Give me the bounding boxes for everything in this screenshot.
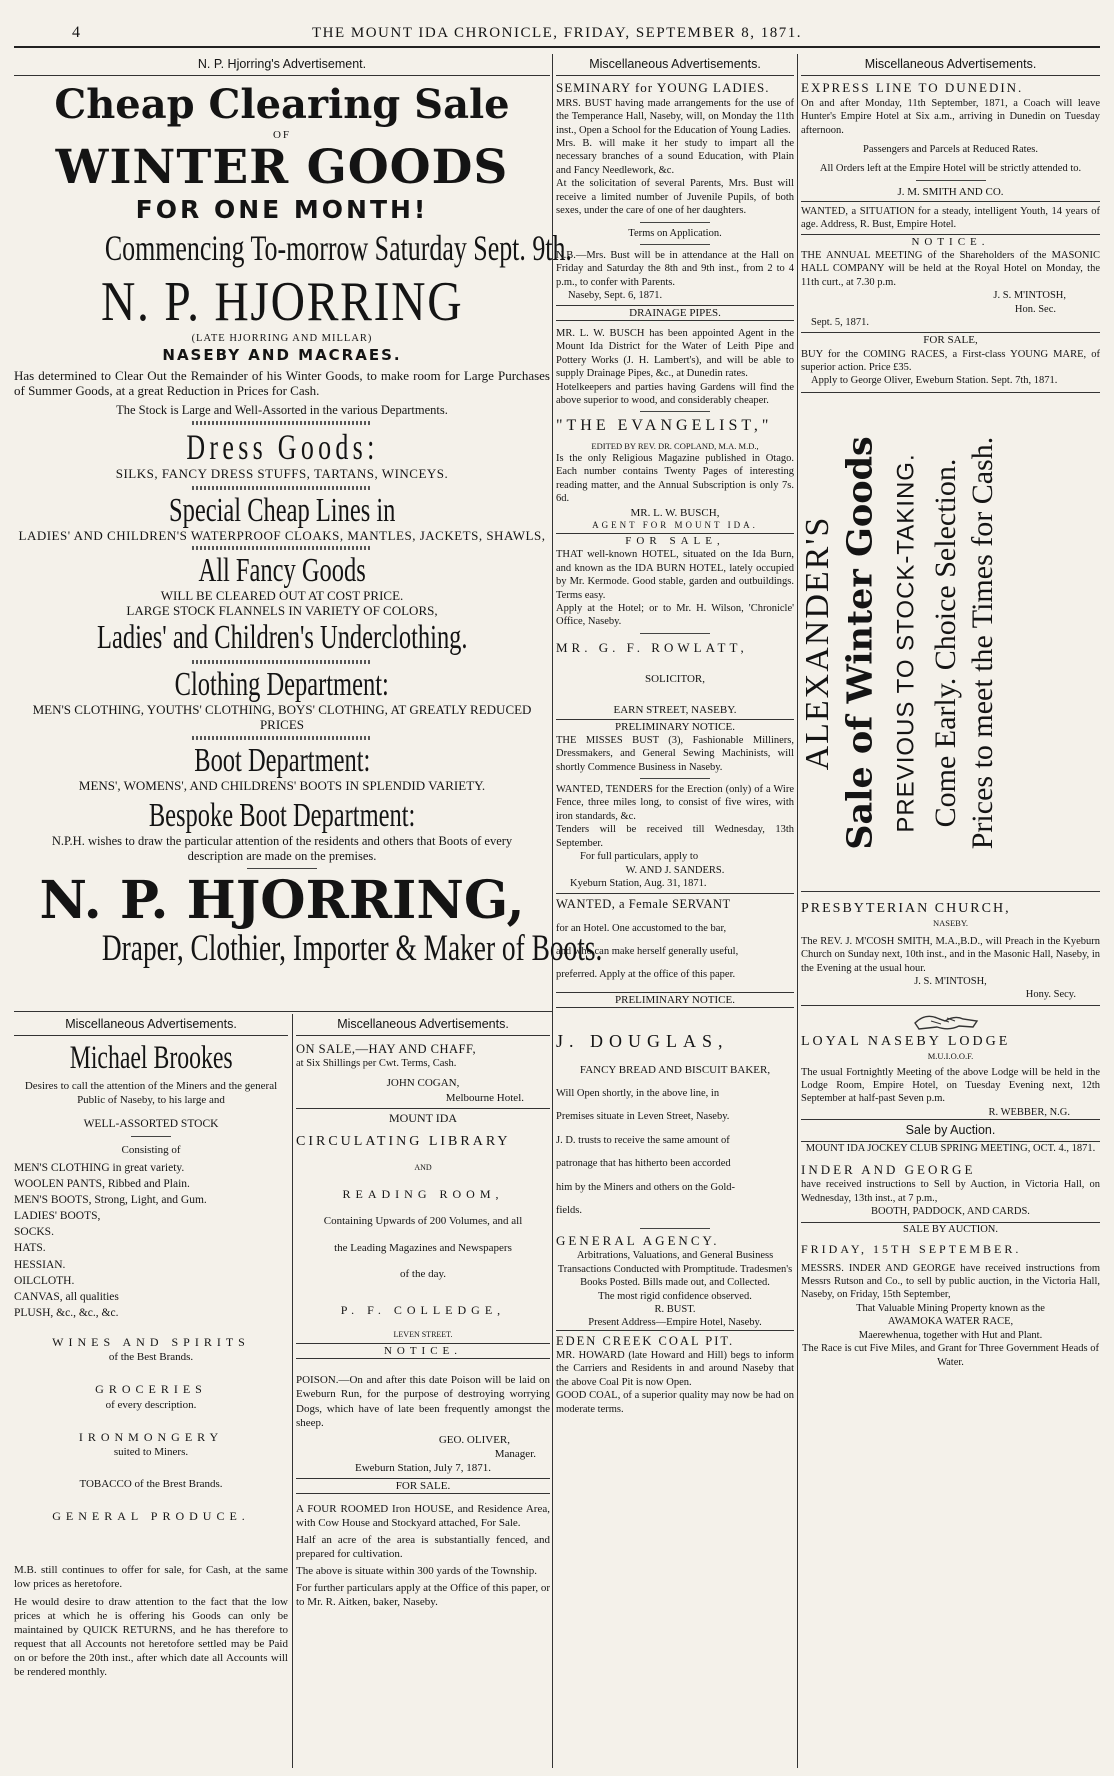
hjorring-advertisement [14,54,603,1010]
eden-text: MR. HOWARD (late Howard and Hill) begs to inform the Carriers and Residents in and around Naseby that the above Coal Pit is now Open. [556,1349,794,1388]
mare-text: BUY for the COMING RACES, a First-class YOUNG MARE, of superior action. Price £35. [801,348,1100,373]
busch-sign: MR. L. W. BUSCH, [630,506,720,519]
brookes-ironmongery: IRONMONGERY [78,1429,224,1444]
seminary-nb: N.B.—Mrs. Bust will be in attendance at the Hall on Friday and Saturday the 8th and 9th inst., from 2 to 4 p.m., to confer with Parents. [556,250,794,288]
ad-late: (LATE HJORRING AND MILLAR) [191,333,373,345]
douglas-line: fields. [556,1205,582,1217]
mintosh-name: J. S. M'INTOSH, [993,290,1066,302]
misc-column-2 [296,1014,550,1768]
brookes-column [14,1014,288,1768]
express-parcels: Passengers and Parcels at Reduced Rates. [863,143,1038,155]
divider [247,868,317,869]
dept-boot-items: MENS', WOMENS', AND CHILDRENS' BOOTS IN SPLENDID VARIETY. [78,778,486,794]
douglas-line: J. D. trusts to receive the same amount of [556,1134,730,1146]
wavy-rule [192,736,372,740]
brookes-wines-sub: of the Best Brands. [108,1351,194,1364]
seminary-date: Naseby, Sept. 6, 1871. [568,290,663,302]
situation-wanted: WANTED, a SITUATION for a steady, intelligent Youth, 14 years of age. Address, R. Bust, Empire Hotel. [801,201,1100,232]
dept-bespoke-text: N.P.H. wishes to draw the particular attention of the residents and others that Boots of every description are made on the premises. [51,834,513,864]
dept-fancy: All Fancy Goods [198,552,366,590]
library-day: of the day. [399,1267,447,1280]
sale-auction-heading: SALE BY AUCTION. [801,1222,1100,1236]
dept-fancy-l1: WILL BE CLEARED OUT AT COST PRICE. [160,588,404,604]
library-contains: Containing Upwards of 200 Volumes, and all [323,1215,523,1228]
mintosh2-title: Hony. Secy. [1025,989,1076,1001]
alexander-advertisement [801,392,1100,892]
race-text: The Race is cut Five Miles, and Grant for Three Government Heads of Water. [802,1343,1099,1368]
masthead: THE MOUNT IDA CHRONICLE, FRIDAY, SEPTEMBER 8, 1871. [311,24,802,41]
brookes-items [14,1160,288,1321]
alexander-sale: Sale of Winter Goods [839,436,881,850]
merchant-name: N. P. HJORRING [100,271,464,334]
hay-chaff-title: ON SALE,—HAY AND CHAFF, [296,1042,477,1056]
seminary-terms: Terms on Application. [628,227,722,239]
rowlatt-name: MR. G. F. ROWLATT, [556,639,748,655]
house-situate: The above is situate within 300 yards of the Township. [296,1565,537,1578]
cogan-hotel: Melbourne Hotel. [445,1091,524,1104]
column-rule [552,54,553,1768]
webber-name: R. WEBBER, N.G. [988,1106,1070,1118]
eden-title: EDEN CREEK COAL PIT. [556,1330,794,1349]
cogan-name: JOHN COGAN, [386,1077,460,1090]
section-heading: Miscellaneous Advertisements. [556,54,794,76]
presbyterian-place: NASEBY. [932,917,969,928]
seminary-text: MRS. BUST having made arrangements for the use of the Temperance Hall, Naseby, will, on Monday the 11th inst., Open a School for the Education of Young Ladies. [556,97,794,136]
dept-clothing: Clothing Department: [174,666,390,704]
rowlatt-address: EARN STREET, NASEBY. [613,703,737,716]
brookes-name: Michael Brookes [69,1040,233,1076]
ad-place: NASEBY AND MACRAES. [162,345,402,364]
express-text: On and after Monday, 11th September, 1871, a Coach will leave Hunter's Empire Hotel at Six a.m., arriving in Dunedin on Tuesday afternoon. [801,97,1100,136]
wavy-rule [192,546,372,550]
notice-heading: NOTICE. [296,1343,550,1359]
dept-fancy-l2: LARGE STOCK FLANNELS IN VARIETY OF COLORS, [126,603,438,619]
forsale-heading: FOR SALE. [296,1478,550,1494]
smith-co: J. M. SMITH AND CO. [897,185,1004,198]
stock-item: PLUSH, &c., &c., &c. [14,1306,119,1319]
section-rule [14,1011,552,1012]
library-ida: MOUNT IDA [296,1108,550,1129]
inder-booth: BOOTH, PADDOCK, AND CARDS. [871,1206,1030,1218]
sanders-name: W. AND J. SANDERS. [625,864,725,876]
alexander-prices: Prices to meet the Times for Cash. [965,436,999,850]
douglas-line: Premises situate in Leven Street, Naseby. [556,1111,730,1123]
ad-one-month: FOR ONE MONTH! [135,195,429,225]
rowlatt-title: SOLICITOR, [645,673,705,686]
express-title: EXPRESS LINE TO DUNEDIN. [801,80,1024,95]
auction-date: FRIDAY, 15TH SEPTEMBER. [801,1242,1022,1257]
clasped-hands-emblem [801,1005,1100,1033]
brookes-groceries: GROCERIES [95,1382,207,1397]
presbyterian-title: PRESBYTERIAN CHURCH, [801,900,1011,916]
library-and: AND [414,1162,432,1172]
wavy-rule [192,486,372,490]
mintosh2-name: J. S. M'INTOSH, [914,975,987,987]
clasped-hands-icon [911,1009,981,1033]
dept-special: Special Cheap Lines in [168,491,396,529]
stock-item: HESSIAN. [14,1258,66,1271]
oliver-name: GEO. OLIVER, [438,1433,510,1446]
tenders-notice: WANTED, TENDERS for the Erection (only) of a Wire Fence, three miles long, to consist of five wires, with iron standards, &c. [556,784,794,822]
douglas-trade: FANCY BREAD AND BISCUIT BAKER, [579,1063,771,1076]
library-title: CIRCULATING LIBRARY [296,1133,511,1149]
inder-text: have received instructions to Sell by Auction, in Victoria Hall, on Wednesday, 13th inst., at 7 p.m., [801,1179,1100,1204]
stock-item: WOOLEN PANTS, Ribbed and Plain. [14,1178,190,1191]
stock-item: LADIES' BOOTS, [14,1210,101,1223]
agency-title: GENERAL AGENCY. [556,1232,720,1248]
agency-text: Arbitrations, Valuations, and General Business Transactions Conducted with Promptitude. Tradesmen's Books Posted. Bills made out, and Collected. [557,1250,793,1289]
seminary-pupils: At the solicitation of several Parents, Mrs. Bust will receive a limited number of Juvenile Pupils, of both sexes, under the care of one of her daughters. [556,178,794,217]
wavy-rule [192,660,372,664]
brookes-stock: WELL-ASSORTED STOCK [83,1118,219,1131]
servant-line: for an Hotel. One accustomed to the bar, [556,922,727,934]
section-heading: N. P. Hjorring's Advertisement. [14,54,550,76]
seminary-title: SEMINARY for YOUNG LADIES. [556,80,770,95]
oliver-title: Manager. [494,1447,536,1460]
alexander-come: Come Early. Choice Selection. [928,458,962,828]
douglas-text [556,1087,794,1218]
section-heading: Miscellaneous Advertisements. [801,54,1100,76]
prelim-heading: PRELIMINARY NOTICE. [556,719,794,734]
douglas-name: J. DOUGLAS, [556,1030,729,1051]
misc-column-3 [556,54,794,1768]
brookes-tobacco: TOBACCO of the Brest Brands. [79,1478,223,1491]
mining-property: That Valuable Mining Property known as the [856,1302,1045,1314]
ida-burn-hotel: THAT well-known HOTEL, situated on the Ida Burn, and known as the IDA BURN HOTEL, lately occupied by Mr. Kermode. Good stable, garden and outbuildings. Terms easy. [556,549,794,601]
house-apply: For further particulars apply at the Office of this paper, or to Mr. R. Aitken, baker, Naseby. [296,1582,550,1609]
auction-heading: Sale by Auction. [801,1119,1100,1142]
alexander-previous: PREVIOUS TO STOCK-TAKING. [892,453,920,833]
agency-bust: R. BUST. [654,1304,696,1316]
stock-item: OILCLOTH. [14,1274,75,1287]
dept-boot: Boot Department: [193,742,371,780]
evangelist-text: Is the only Religious Magazine published in Otago. Each number contains Twenty Pages of interesting reading matter, and the Annual Subscription is only 7s. 6d. [556,452,794,505]
brookes-would: He would desire to draw attention to the fact that the low prices at which he is offering his Goods can only be maintained by QUICK RETURNS, and he has therefore to request that all Accounts not heretofore settled may be Paid on or before the 20th inst., after which date all Accounts will be rendered monthly. [14,1595,288,1679]
ad-commencing: Commencing To-morrow Saturday Sept. 9th. [104,228,572,269]
stock-item: HATS. [14,1242,46,1255]
evangelist-title: "THE EVANGELIST," [556,417,773,435]
express-orders: All Orders left at the Empire Hotel will be strictly attended to. [819,163,1082,175]
evangelist-editor: EDITED BY REV. DR. COPLAND, M.A. M.D., [591,440,759,451]
alexander-name: ALEXANDER'S [799,515,837,771]
kyeburn-date: Kyeburn Station, Aug. 31, 1871. [570,878,707,890]
section-heading: Miscellaneous Advertisements. [296,1014,550,1036]
mare-forsale: FOR SALE, [801,332,1100,347]
seminary-studies: Mrs. B. will make it her study to impart all the necessary branches of a sound Education, with Plain and Fancy Needlework, &c. [556,137,794,176]
section-heading: Miscellaneous Advertisements. [14,1014,288,1036]
douglas-line: Will Open shortly, in the above line, in [556,1088,720,1100]
merchant-name-large: N. P. HJORRING, [39,870,525,932]
stock-item: SOCKS. [14,1226,54,1239]
servant-title: WANTED, a Female SERVANT [556,893,794,912]
column-rule [797,54,798,1768]
misses-bust: THE MISSES BUST (3), Fashionable Milliners, Dressmakers, and General Sewing Machinists, will shortly Commence Business in Naseby. [556,734,794,773]
agency-rigid: The most rigid confidence observed. [598,1290,752,1302]
tenders-received: Tenders will be received till Wednesday, 13th September. [556,824,794,849]
awamoka: AWAMOKA WATER RACE, [887,1316,1014,1328]
house-fenced: Half an acre of the area is substantially fenced, and prepared for cultivation. [296,1534,550,1561]
servant-text [556,922,794,982]
wavy-rule [192,421,372,425]
library-reading: READING ROOM, [342,1187,504,1202]
maerewhenua: Maerewhenua, together with Hut and Plant. [858,1329,1043,1341]
dept-special-items: LADIES' AND CHILDREN'S WATERPROOF CLOAKS, MANTLES, JACKETS, SHAWLS, [18,527,546,543]
dept-bespoke: Bespoke Boot Department: [148,797,416,835]
page-number: 4 [72,24,82,41]
ad-trade: Draper, Clothier, Importer & Maker of Boots. [101,928,603,970]
messrs-text: MESSRS. INDER AND GEORGE have received instructions from Messrs Rutson and Co., to sell by public auction, in the Victoria Hall, Naseby, on Friday, 15th September, [801,1262,1100,1301]
lodge-text: The usual Fortnightly Meeting of the above Lodge will be held in the Lodge Room, Empire Hotel, on Tuesday Evening next, 12th September at half-past Seven p.m. [801,1066,1100,1105]
iron-house: A FOUR ROOMED Iron HOUSE, and Residence Area, with Cow House and Stockyard attached, For Sale. [296,1502,550,1530]
brookes-groceries-sub: of every description. [105,1398,197,1411]
lodge-order: M.U.I.O.O.F. [927,1050,974,1061]
dept-dress-items: SILKS, FANCY DRESS STUFFS, TARTANS, WINCEYS. [115,465,449,481]
brookes-still: M.B. still continues to offer for sale, for Cash, at the same low prices as heretofore. [14,1563,288,1590]
ad-of: OF [272,129,292,141]
poison-notice: POISON.—On and after this date Poison will be laid on Eweburn Run, for the purpose of destroying worrying Dogs, which have of late been frequently amongst the sheep. [296,1374,550,1429]
ad-title: Cheap Clearing Sale [54,81,510,128]
brookes-wines: WINES AND SPIRITS [52,1334,250,1349]
lodge-title: LOYAL NASEBY LODGE [801,1033,1011,1049]
eweburn-date: Eweburn Station, July 7, 1871. [355,1461,491,1474]
hotel-forsale: FOR SALE, [556,533,794,548]
tenders-apply: For full particulars, apply to [580,851,699,863]
dept-underclothing: Ladies' and Children's Underclothing. [96,619,468,657]
stock-item: CANVAS, all qualities [14,1290,119,1303]
masonic-notice: THE ANNUAL MEETING of the Shareholders of the MASONIC HALL COMPANY will be held at the Royal Hotel on Monday, the 11th curt., at 7.30 p.m. [801,249,1100,288]
mintosh-title: Hon. Sec. [1014,303,1056,315]
agency-address: Present Address—Empire Hotel, Naseby. [588,1317,762,1329]
hay-chaff-price: at Six Shillings per Cwt. Terms, Cash. [296,1058,457,1069]
busch-hotel: Hotelkeepers and parties having Gardens will find the above superior to wood, and considerably cheaper. [556,381,794,407]
dept-dress: Dress Goods: [185,426,379,467]
newspaper-page [14,8,1100,1768]
stock-item: MEN'S BOOTS, Strong, Light, and Gum. [14,1194,207,1207]
masonic-date: Sept. 5, 1871. [811,317,870,329]
stock-item: MEN'S CLOTHING in great variety. [14,1161,185,1174]
colledge-street: LEVEN STREET. [393,1330,453,1340]
inder-title: INDER AND GEORGE [801,1161,976,1177]
mare-apply: Apply to George Oliver, Eweburn Station. Sept. 7th, 1871. [811,375,1058,387]
ad-stock: The Stock is Large and Well-Assorted in the various Departments. [116,402,448,417]
servant-line: and who can make herself generally useful, [556,945,739,957]
presbyterian-text: The REV. J. M'COSH SMITH, M.A.,B.D., will Preach in the Kyeburn Church on Sunday next, 10th inst., and in the Masonic Hall, Naseby, in the Evening at the usual hour. [801,935,1100,974]
library-mags: the Leading Magazines and Newspapers [334,1241,512,1254]
prelim2-heading: PRELIMINARY NOTICE. [556,992,794,1008]
busch-agent: AGENT FOR MOUNT IDA. [592,519,758,530]
masthead-bar [14,8,1100,48]
brookes-desires: Desires to call the attention of the Miners and the general Public of Naseby, to his large and [24,1080,278,1107]
busch-notice: MR. L. W. BUSCH has been appointed Agent in the Mount Ida District for the Water of Leith Pipe and Pottery Works (J. H. Lambert's), and will be able to supply Drainage Pipes, &c., at Dunedin rates. [556,327,794,380]
brookes-iron-sub: suited to Miners. [113,1446,189,1459]
notice-title: NOTICE. [801,234,1100,249]
jockey-club: MOUNT IDA JOCKEY CLUB SPRING MEETING, OCT. 4., 1871. [805,1143,1096,1155]
ad-winter-goods: WINTER GOODS [55,140,509,196]
douglas-line: patronage that has hitherto been accorded [556,1158,731,1170]
colledge-name: P. F. COLLEDGE, [340,1302,506,1317]
drainage-heading: DRAINAGE PIPES. [556,305,794,321]
eden-coal: GOOD COAL, of a superior quality may now be had on moderate terms. [556,1390,794,1415]
dept-clothing-items: MEN'S CLOTHING, YOUTHS' CLOTHING, BOYS' CLOTHING, AT GREATLY REDUCED PRICES [32,702,532,733]
brookes-consisting: Consisting of [121,1143,181,1156]
douglas-line: him by the Miners and others on the Gold- [556,1181,736,1193]
ad-intro: Has determined to Clear Out the Remainder of his Winter Goods, to make room for Large Purchases of Summer Goods, at a great Reduction in Prices for Cash. [14,367,550,399]
column-rule [292,1014,293,1768]
servant-line: preferred. Apply at the office of this paper. [556,969,736,981]
ida-burn-apply: Apply at the Hotel; or to Mr. H. Wilson, 'Chronicle' Office, Naseby. [556,602,794,628]
misc-column-4 [801,54,1100,1768]
brookes-produce: GENERAL PRODUCE. [52,1509,250,1524]
